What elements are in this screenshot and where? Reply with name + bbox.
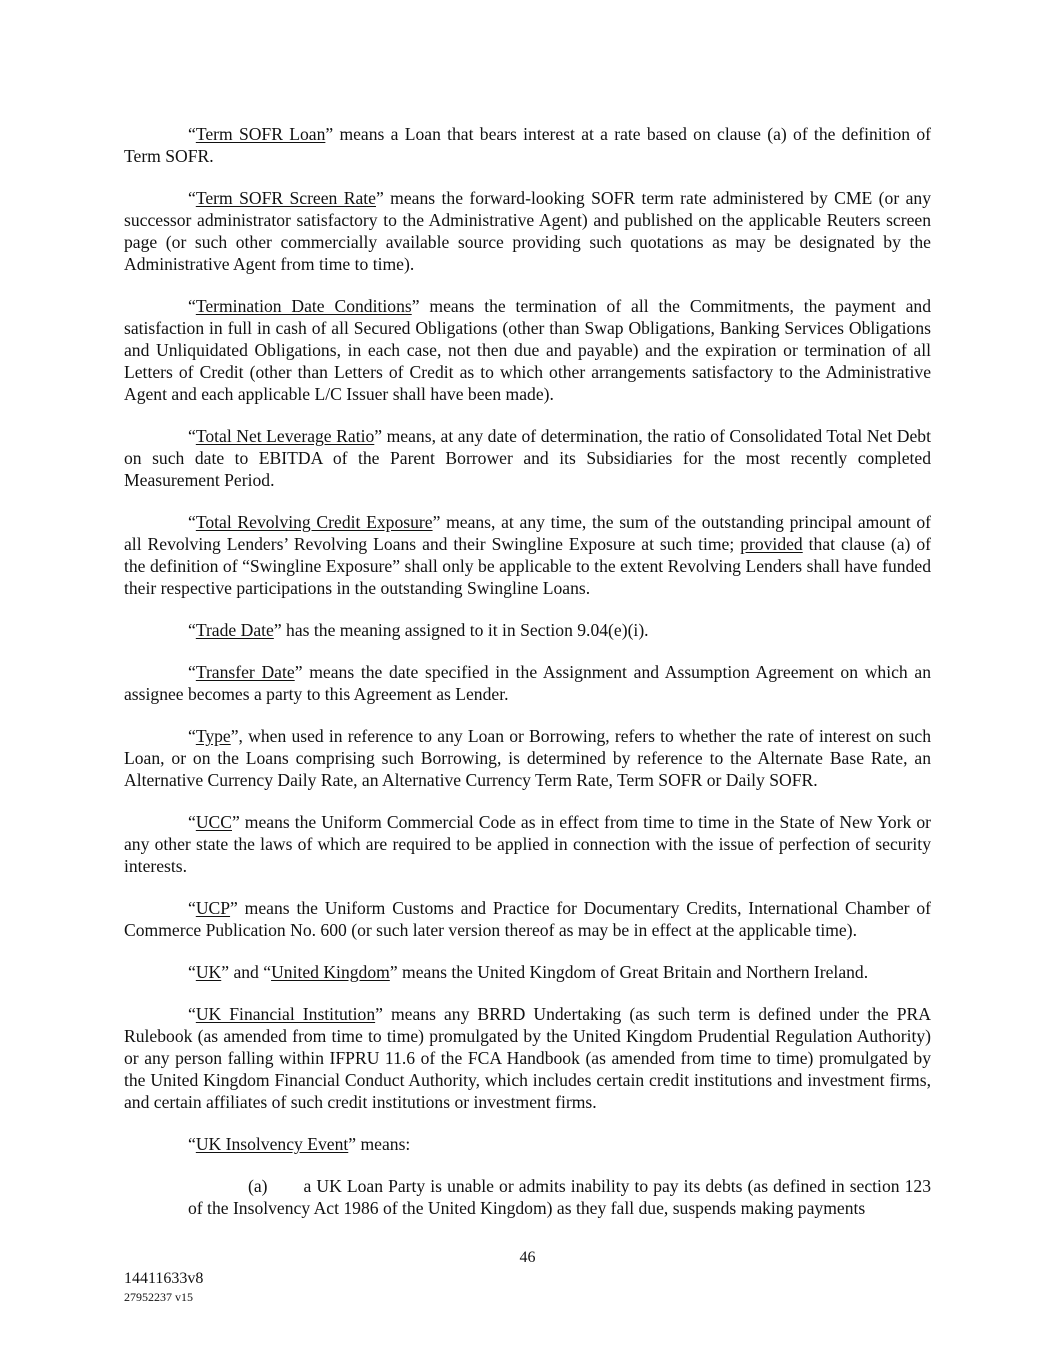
defined-term: UK Insolvency Event	[195, 1134, 349, 1154]
definition-uk-financial-institution	[124, 1003, 931, 1113]
definition-type	[124, 725, 931, 791]
definition-ucp	[124, 897, 931, 941]
open-quote: “	[188, 188, 196, 208]
definition-text: ” means:	[348, 1134, 411, 1154]
defined-term: UK Financial Institution	[195, 1004, 376, 1024]
defined-term: Total Net Leverage Ratio	[195, 426, 375, 446]
open-quote: “	[188, 620, 196, 640]
sub-clause-label: (a)	[248, 1176, 268, 1196]
definition-uk	[124, 961, 931, 983]
definition-text: ” means, at any date of determination, the ratio of Consolidated Total Net Debt on such date to EBITDA of the Parent Borrower and its Subsidiaries for the most recently completed Measurement Period.	[124, 426, 931, 490]
open-quote: “	[188, 1134, 196, 1154]
definition-ucc	[124, 811, 931, 877]
defined-term: Transfer Date	[195, 662, 295, 682]
definition-text: ” has the meaning assigned to it in Section 9.04(e)(i).	[273, 620, 649, 640]
definition-text-continued: ” means the United Kingdom of Great Britain and Northern Ireland.	[389, 962, 869, 982]
definition-text: ” means any BRRD Undertaking (as such term is defined under the PRA Rulebook (as amended from time to time) promulgated by the United Kingdom Prudential Regulation Authority) or any person falling within IFPRU 11.6 of the FCA Handbook (as amended from time to time) promulgated by the United Kingdom Financial Conduct Authority, which includes certain credit institutions and investment firms, and certain affiliates of such credit institutions or investment firms.	[124, 1004, 931, 1112]
open-quote: “	[188, 898, 196, 918]
underlined-word: provided	[740, 534, 803, 554]
sub-clause-a	[188, 1175, 931, 1219]
defined-term: Trade Date	[195, 620, 274, 640]
defined-term: UCP	[195, 898, 231, 918]
definition-text: ” means the date specified in the Assignment and Assumption Agreement on which an assignee becomes a party to this Agreement as Lender.	[124, 662, 931, 704]
defined-term: Term SOFR Screen Rate	[195, 188, 376, 208]
definition-text: ” means the termination of all the Commitments, the payment and satisfaction in full in cash of all Secured Obligations (other than Swap Obligations, Banking Services Obligations and Unliquidated Obligations, in each case, not then due and payable) and the expiration or termination of all Letters of Credit (other than Letters of Credit as to which other arrangements satisfactory to the Administrative Agent and each applicable L/C Issuer shall have been made).	[124, 296, 931, 404]
definition-total-net-leverage-ratio	[124, 425, 931, 491]
defined-term: Termination Date Conditions	[195, 296, 412, 316]
sub-clause-text: a UK Loan Party is unable or admits inability to pay its debts (as defined in section 123 of the Insolvency Act 1986 of the United Kingdom) as they fall due, suspends making payments	[188, 1176, 931, 1218]
open-quote: “	[188, 512, 196, 532]
definition-text-continued: that clause (a) of the definition of “Swingline Exposure” shall only be applicable to the extent Revolving Lenders shall have funded their respective participations in the outstanding Swingline Loans.	[124, 534, 931, 598]
defined-term-secondary: United Kingdom	[271, 962, 390, 982]
definition-text: ” means the forward-looking SOFR term rate administered by CME (or any successor administrator satisfactory to the Administrative Agent) and published on the applicable Reuters screen page (or such other commercially available source providing such quotations as may be designated by the Administrative Agent from time to time).	[124, 188, 931, 274]
open-quote: “	[188, 812, 196, 832]
definition-transfer-date	[124, 661, 931, 705]
defined-term: Term SOFR Loan	[195, 124, 326, 144]
definition-text: ”, when used in reference to any Loan or Borrowing, refers to whether the rate of interest on such Loan, or on the Loans comprising such Borrowing, is determined by reference to the Alternate Base Rate, an Alternative Currency Daily Rate, an Alternative Currency Term Rate, Term SOFR or Daily SOFR.	[124, 726, 931, 790]
definition-text: ” means the Uniform Customs and Practice for Documentary Credits, International Chamber of Commerce Publication No. 600 (or such later version thereof as may be in effect at the applicable time).	[124, 898, 931, 940]
definition-trade-date	[124, 619, 931, 641]
definition-total-revolving-credit-exposure	[124, 511, 931, 599]
defined-term: Total Revolving Credit Exposure	[195, 512, 433, 532]
open-quote: “	[188, 426, 196, 446]
defined-term: UCC	[195, 812, 232, 832]
open-quote: “	[188, 662, 196, 682]
defined-term: UK	[195, 962, 222, 982]
definition-uk-insolvency-event	[124, 1133, 931, 1155]
definition-term-sofr-loan	[124, 123, 931, 167]
open-quote: “	[188, 124, 196, 144]
document-body	[124, 123, 931, 1239]
open-quote: “	[188, 726, 196, 746]
definition-text: ” and “	[221, 962, 272, 982]
definition-termination-date-conditions	[124, 295, 931, 405]
page-number: 46	[519, 1249, 536, 1266]
defined-term: Type	[195, 726, 231, 746]
definition-term-sofr-screen-rate	[124, 187, 931, 275]
open-quote: “	[188, 962, 196, 982]
definition-text: ” means a Loan that bears interest at a rate based on clause (a) of the definition of Term SOFR.	[124, 124, 932, 166]
open-quote: “	[188, 296, 196, 316]
open-quote: “	[188, 1004, 196, 1024]
definition-text: ” means, at any time, the sum of the outstanding principal amount of all Revolving Lenders’ Revolving Loans and their Swingline Exposure at such time;	[124, 512, 931, 554]
definition-text: ” means the Uniform Commercial Code as in effect from time to time in the State of New York or any other state the laws of which are required to be applied in connection with the issue of perfection of security interests.	[124, 812, 931, 876]
document-id-primary: 14411633v8	[124, 1270, 204, 1287]
document-id-secondary: 27952237 v15	[124, 1290, 193, 1304]
